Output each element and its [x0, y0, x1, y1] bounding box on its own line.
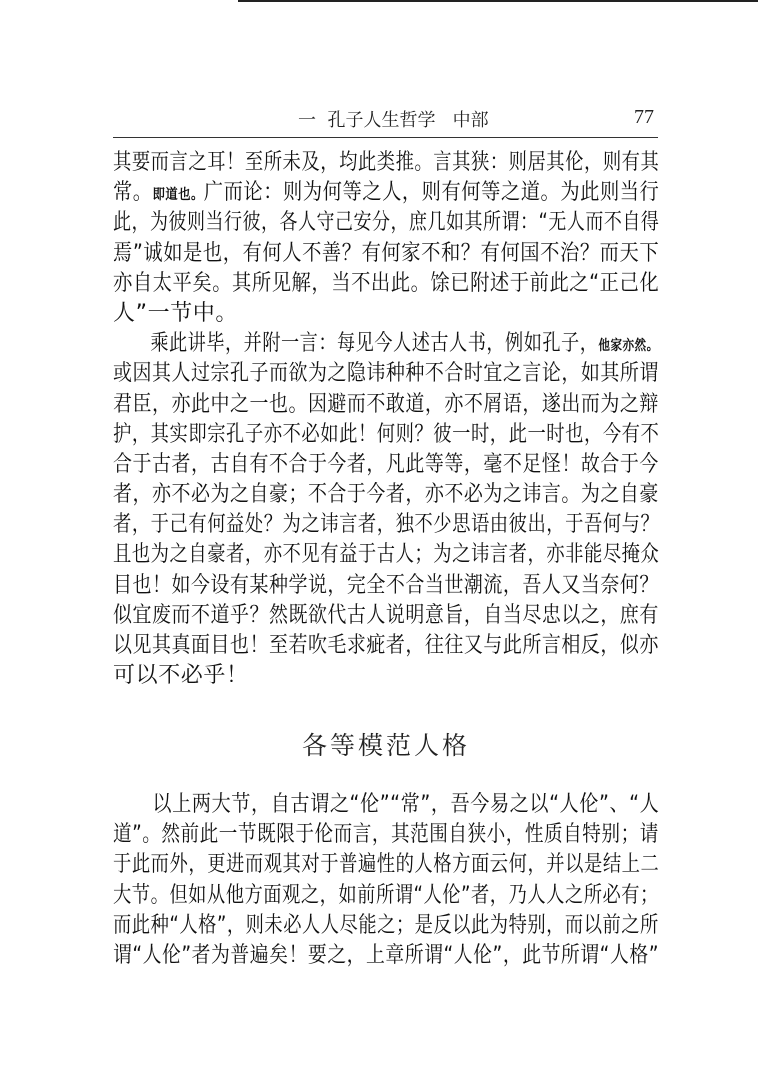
text-line: 者，亦不必为之自豪；不合于今者，亦不必为之讳言。为之自豪 [113, 482, 659, 508]
text-line: 似宜废而不道乎？然既欲代古人说明意旨，自当尽忠以之，庶有 [113, 602, 659, 628]
inline-note: 即道也。 [152, 187, 204, 204]
inline-note: 他家亦然。 [598, 338, 659, 355]
text-line: 以见其真面目也！至若吹毛求疵者，往往又与此所言相反，似亦 [113, 633, 659, 658]
text-line: 君臣，亦此中之一也。因避而不敢道，亦不屑语，遂出而为之辩 [113, 391, 659, 417]
text-line: 或因其人过宗孔子而欲为之隐讳种种不合时宜之言论，如其所谓 [113, 361, 659, 387]
text-line: 亦自太平矣。其所见解，当不出此。馀已附述于前此之“正己化 [113, 270, 660, 296]
text-line: 可以不必乎！ [113, 663, 249, 689]
text-line: 合于古者，古自有不合于今者，凡此等等，毫不足怪！故合于今 [113, 451, 659, 477]
text-span: 常。 [113, 180, 153, 206]
page-top-edge-rule [238, 0, 758, 2]
section-title: 各等模范人格 [301, 731, 470, 760]
text-line: 且也为之自豪者，亦不见有益于古人；为之讳言者，亦非能尽掩众 [113, 542, 660, 568]
text-line: 者，于己有何益处？为之讳言者，独不少思语由彼出，于吾何与？ [113, 512, 660, 538]
running-header [298, 104, 660, 132]
text-span: 乘此讲毕，并附一言：每见今人述古人书，例如孔子， [113, 331, 599, 357]
text-line: 谓“人伦”者为普遍矣！要之，上章所谓“人伦”，此节所谓“人格” [113, 942, 659, 968]
text-line: 道”。然前此一节既限于伦而言，其范围自狭小，性质自特别；请 [113, 822, 659, 848]
text-line: 此，为彼则当行彼，各人守己安分，庶几如其所谓：“无人而不自得 [113, 210, 660, 236]
paragraph-3 [113, 790, 659, 971]
text-line [113, 329, 659, 359]
text-line: 而此种“人格”，则未必人人尽能之；是反以此为特别，而以前之所 [113, 912, 659, 938]
text-line: 焉”诚如是也，有何人不善？有何家不和？有何国不治？而天下 [113, 240, 660, 266]
text-line: 人”一节中。 [113, 300, 238, 326]
running-title: 一 孔子人生哲学 中部 [298, 110, 489, 131]
paragraph-1 [113, 148, 659, 691]
text-line: 护，其实即宗孔子亦不必如此！何则？彼一时，此一时也，今有不 [113, 421, 660, 447]
text-line: 目也！如今设有某种学说，完全不合当世潮流，吾人又当奈何？ [113, 572, 659, 598]
text-line [113, 178, 660, 208]
text-line: 大节。但如从他方面观之，如前所谓“人伦”者，乃人人之所必有； [113, 882, 659, 908]
text-line: 以上两大节，自古谓之“伦”“常”，吾今易之以“人伦”、“人 [113, 792, 660, 817]
page-number: 77 [634, 106, 654, 128]
text-line: 于此而外，更进而观其对于普遍性的人格方面云何，并以是结上二 [113, 852, 660, 878]
text-line: 其要而言之耳！至所未及，均此类推。言其狭：则居其伦，则有其 [113, 150, 660, 175]
text-span: 广而论：则为何等之人，则有何等之道。为此则当行 [203, 180, 660, 206]
header-rule [113, 137, 658, 138]
